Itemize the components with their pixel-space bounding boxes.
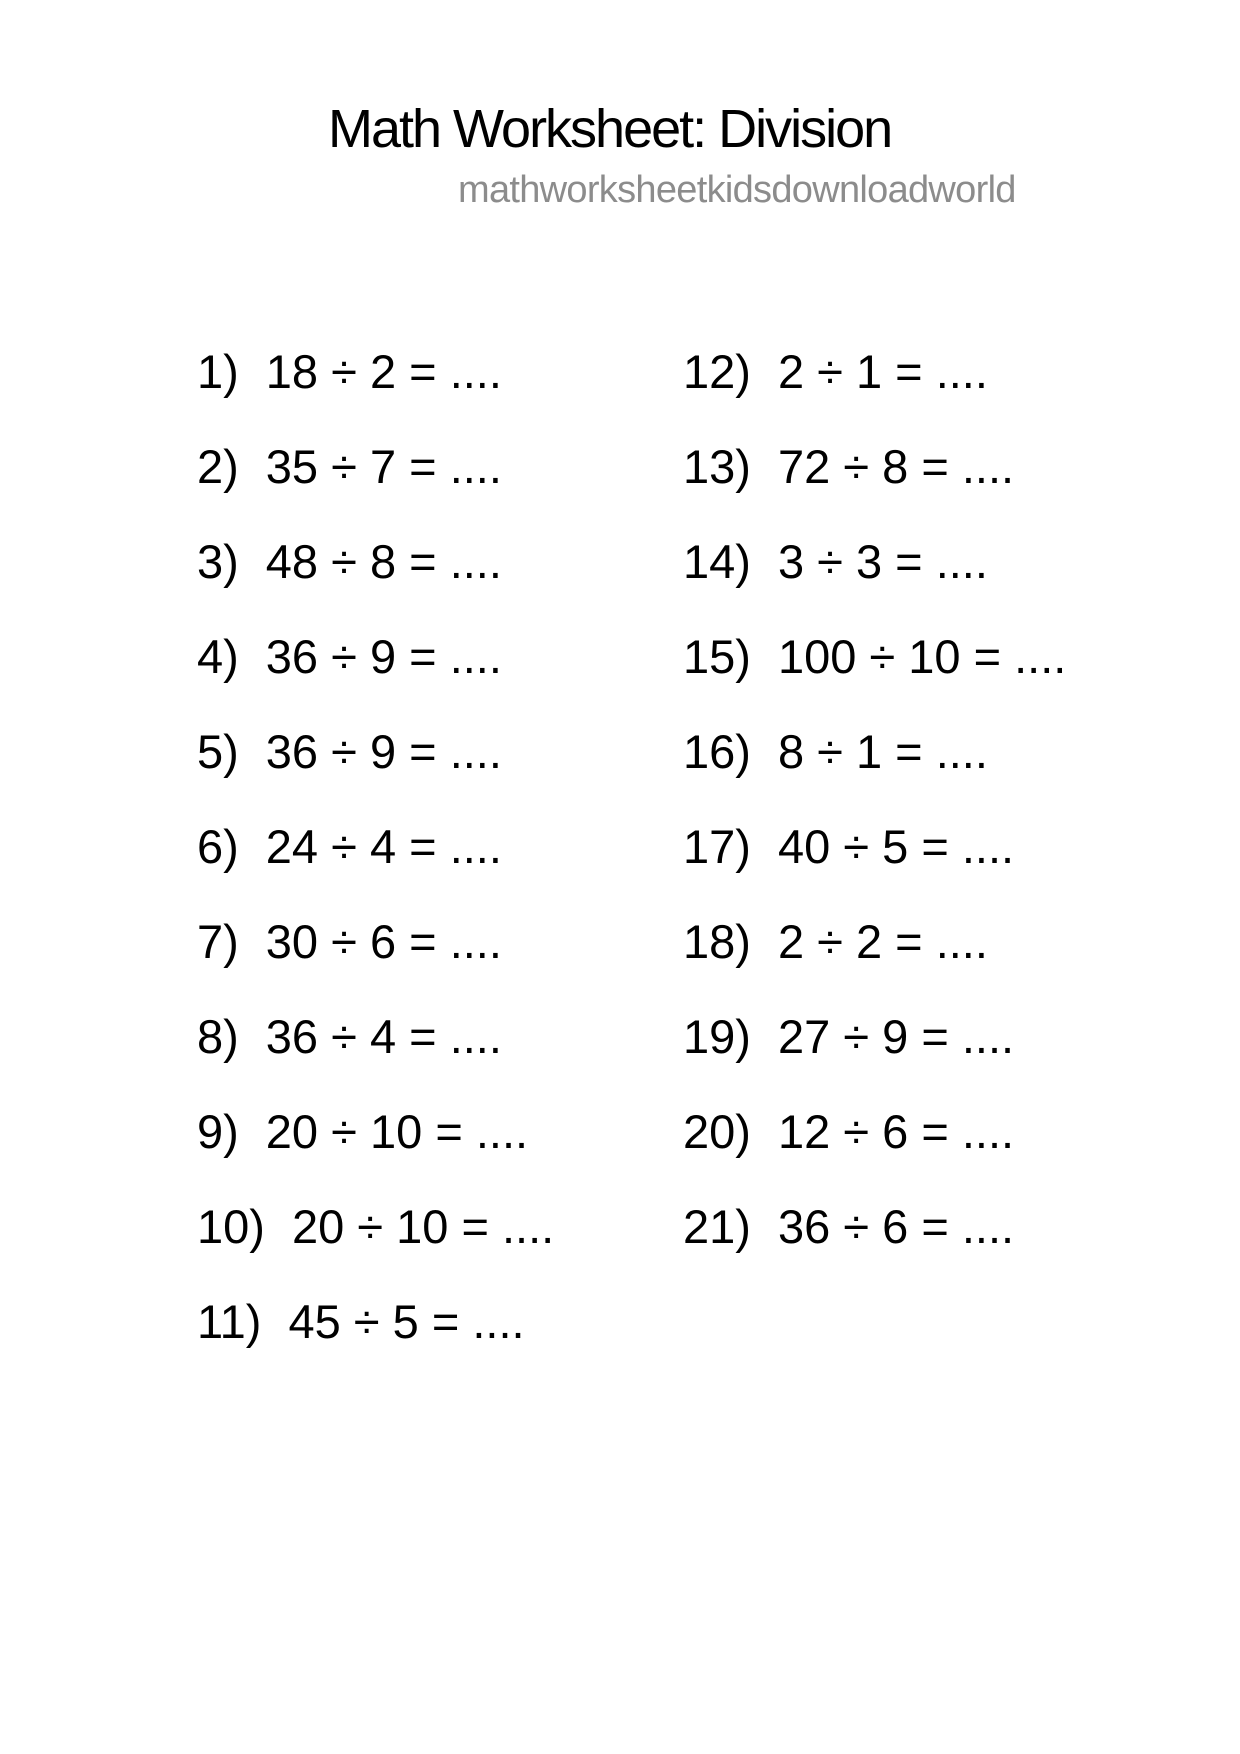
problem-number: 1): [197, 345, 239, 398]
problem-row-9: [197, 1105, 554, 1203]
problem-number: 5): [197, 725, 239, 778]
problem-expression: 24 ÷ 4 = ....: [265, 820, 502, 873]
problem-number: 7): [197, 915, 239, 968]
problem-expression: 30 ÷ 6 = ....: [265, 915, 502, 968]
problem-number: 21): [683, 1200, 751, 1253]
problem-row-8: [197, 1010, 554, 1108]
problem-expression: 12 ÷ 6 = ....: [777, 1105, 1015, 1158]
page-title: Math Worksheet: Division: [328, 99, 892, 159]
problem-row-17: [683, 820, 1066, 918]
problem-number: 8): [197, 1010, 239, 1063]
problem-row-18: [683, 915, 1066, 1013]
problem-number: 18): [683, 915, 751, 968]
problem-number: 3): [197, 535, 239, 588]
problem-row-13: [683, 440, 1066, 538]
problem-row-19: [683, 1010, 1066, 1108]
problem-number: 6): [197, 820, 239, 873]
problem-row-6: [197, 820, 554, 918]
problem-number: 19): [683, 1010, 751, 1063]
problem-expression: 36 ÷ 9 = ....: [265, 725, 502, 778]
problem-expression: 40 ÷ 5 = ....: [777, 820, 1015, 873]
problem-expression: 20 ÷ 10 = ....: [291, 1200, 555, 1253]
problem-number: 9): [197, 1105, 239, 1158]
problem-row-12: [683, 345, 1066, 443]
problem-number: 10): [197, 1200, 265, 1253]
problem-row-16: [683, 725, 1066, 823]
problem-expression: 48 ÷ 8 = ....: [265, 535, 502, 588]
problem-number: 11): [197, 1295, 262, 1348]
problem-row-5: [197, 725, 554, 823]
problem-number: 14): [683, 535, 751, 588]
problem-row-20: [683, 1105, 1066, 1203]
problem-row-14: [683, 535, 1066, 633]
problem-row-10: [197, 1200, 555, 1298]
problem-number: 20): [683, 1105, 751, 1158]
problem-expression: 45 ÷ 5 = ....: [288, 1295, 525, 1348]
problem-expression: 72 ÷ 8 = ....: [777, 440, 1015, 493]
problem-expression: 3 ÷ 3 = ....: [777, 535, 988, 588]
problem-row-21: [683, 1200, 1066, 1298]
problem-expression: 8 ÷ 1 = ....: [777, 725, 988, 778]
problem-expression: 20 ÷ 10 = ....: [265, 1105, 529, 1158]
problem-number: 4): [197, 630, 239, 683]
problem-row-2: [197, 440, 554, 538]
problem-number: 17): [683, 820, 751, 873]
problem-row-1: [197, 345, 554, 443]
problem-number: 2): [197, 440, 239, 493]
problem-number: 16): [683, 725, 751, 778]
problem-expression: 100 ÷ 10 = ....: [777, 630, 1067, 683]
problem-expression: 35 ÷ 7 = ....: [265, 440, 502, 493]
problem-number: 12): [683, 345, 751, 398]
problem-expression: 36 ÷ 4 = ....: [265, 1010, 502, 1063]
problem-expression: 36 ÷ 9 = ....: [265, 630, 502, 683]
page-subtitle: mathworksheetkidsdownloadworld: [458, 169, 1016, 211]
problem-expression: 2 ÷ 1 = ....: [777, 345, 988, 398]
problem-expression: 2 ÷ 2 = ....: [777, 915, 988, 968]
problem-row-7: [197, 915, 554, 1013]
problem-expression: 36 ÷ 6 = ....: [777, 1200, 1015, 1253]
problems-column-right: [683, 345, 1067, 1298]
problems-column-left: [197, 345, 555, 1393]
problem-row-4: [197, 630, 554, 728]
problem-expression: 18 ÷ 2 = ....: [265, 345, 502, 398]
problem-number: 15): [683, 630, 751, 683]
problem-number: 13): [683, 440, 751, 493]
problem-row-3: [197, 535, 554, 633]
problem-expression: 27 ÷ 9 = ....: [777, 1010, 1015, 1063]
problem-row-15: [683, 630, 1067, 728]
problem-row-11: [197, 1295, 554, 1393]
